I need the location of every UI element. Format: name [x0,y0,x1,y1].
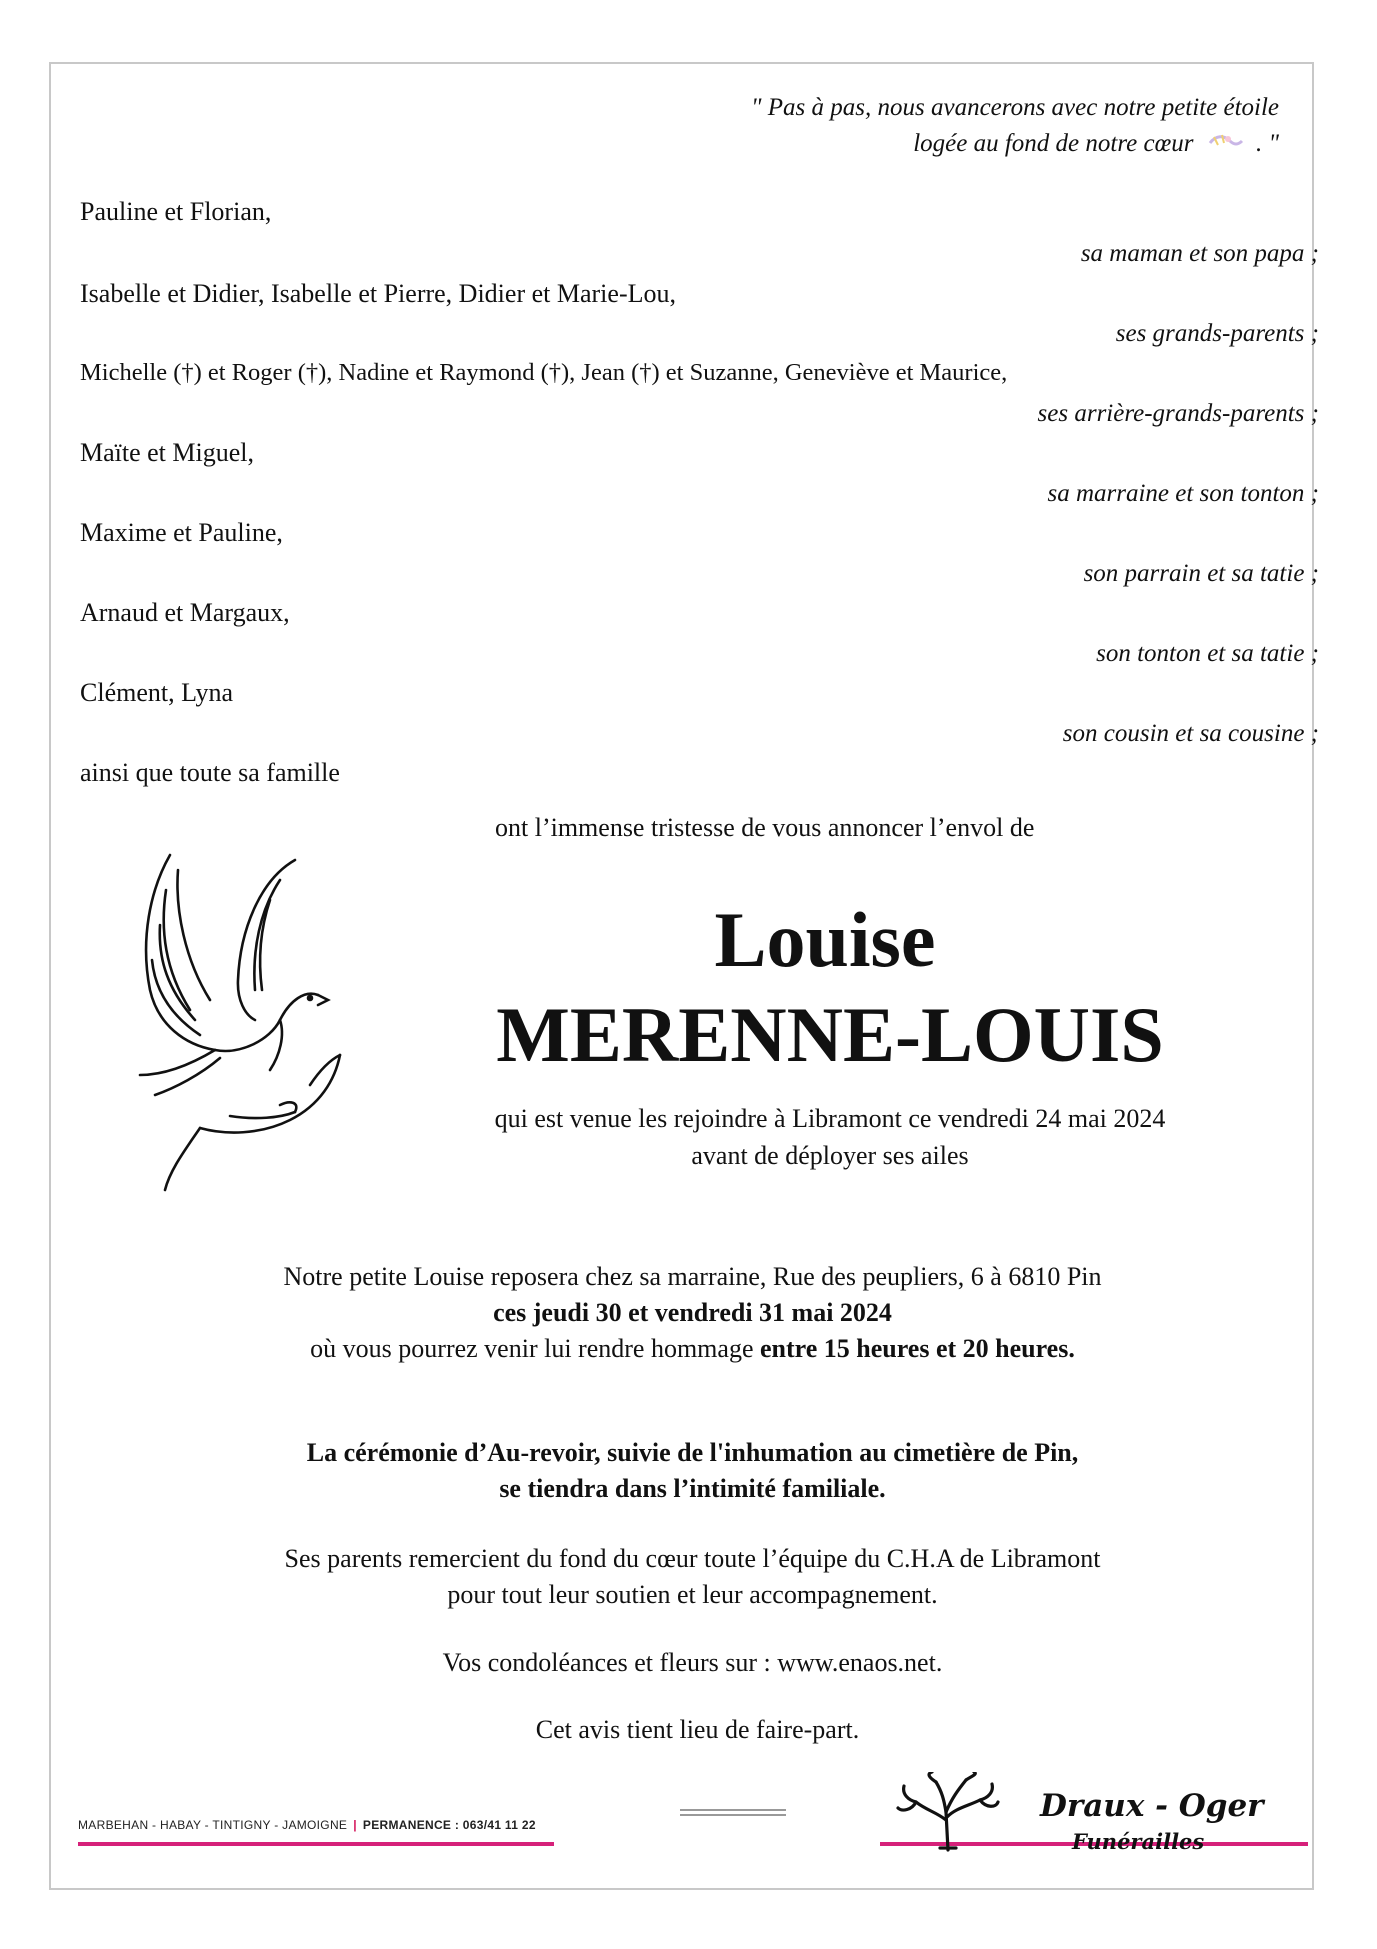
notice-line: Cet avis tient lieu de faire-part. [535,1715,860,1744]
thanks-line-2: pour tout leur soutien et leur accompagnement. [447,1580,938,1609]
footer-permanence: PERMANENCE : 063/41 11 22 [362,1818,536,1832]
family-relation-2: ses grands-parents ; [1115,320,1319,347]
visit-dates-text: ces jeudi 30 et vendredi 31 mai 2024 [493,1298,892,1327]
condolences-line: Vos condoléances et fleurs sur : www.enaos.net. [442,1648,943,1677]
quote-line-2-text: logée au fond de notre cœur [913,130,1194,157]
visit-dates [0,1295,1377,1331]
ceremony-line-1: La cérémonie d’Au-revoir, suivie de l'inhumation au cimetière de Pin, [306,1438,1079,1467]
family-relation-6: son tonton et sa tatie ; [1096,640,1319,667]
family-names-2: Isabelle et Didier, Isabelle et Pierre, Didier et Marie-Lou, [80,279,676,308]
brand-subtitle: Funérailles [1072,1829,1205,1854]
star-icon [1206,131,1244,153]
footer-separator: | [353,1818,357,1832]
family-names-4: Maïte et Miguel, [80,438,255,467]
footer-locations [78,1818,536,1832]
family-names-6: Arnaud et Margaux, [80,598,290,627]
visit-line-3-text: où vous pourrez venir lui rendre hommage [310,1334,754,1363]
announcement: ont l’immense tristesse de vous annoncer l’envol de [495,813,1035,842]
footer-accent-line-left [78,1842,554,1846]
ceremony-line-2: se tiendra dans l’intimité familiale. [499,1474,886,1503]
quote-line-1: " Pas à pas, nous avancerons avec notre petite étoile [751,94,1279,121]
family-relation-4: sa marraine et son tonton ; [1047,480,1319,507]
family-names-7: Clément, Lyna [80,678,234,707]
deceased-last-name: MERENNE-LOUIS [496,991,1164,1078]
tree-logo-icon [896,1772,1000,1852]
visit-line-1: Notre petite Louise reposera chez sa marraine, Rue des peupliers, 6 à 6810 Pin [283,1262,1102,1291]
footer-locations-text: MARBEHAN - HABAY - TINTIGNY - JAMOIGNE [78,1818,348,1832]
family-names-5: Maxime et Pauline, [80,518,283,547]
family-relation-5: son parrain et sa tatie ; [1083,560,1319,587]
visit-line-3 [0,1331,1377,1367]
death-line-1: qui est venue les rejoindre à Libramont ce vendredi 24 mai 2024 [494,1104,1166,1133]
family-relation-1: sa maman et son papa ; [1080,240,1319,267]
quote-line-2 [913,128,1279,160]
family-names-3: Michelle (†) et Roger (†), Nadine et Raymond (†), Jean (†) et Suzanne, Geneviève et Maurice, [80,359,1008,386]
footer-divider [680,1809,786,1816]
brand-name: Draux - Oger [1040,1788,1264,1824]
death-line-2: avant de déployer ses ailes [691,1141,969,1170]
thanks-line-1: Ses parents remercient du fond du cœur toute l’équipe du C.H.A de Libramont [284,1544,1101,1573]
visit-hours: entre 15 heures et 20 heures. [759,1334,1075,1363]
deceased-first-name: Louise [714,896,936,983]
family-names-1: Pauline et Florian, [80,197,272,226]
family-relation-7: son cousin et sa cousine ; [1062,720,1319,747]
family-relation-3: ses arrière-grands-parents ; [1037,400,1319,427]
quote-line-2-end: . " [1256,130,1279,157]
family-closing: ainsi que toute sa famille [80,758,340,787]
